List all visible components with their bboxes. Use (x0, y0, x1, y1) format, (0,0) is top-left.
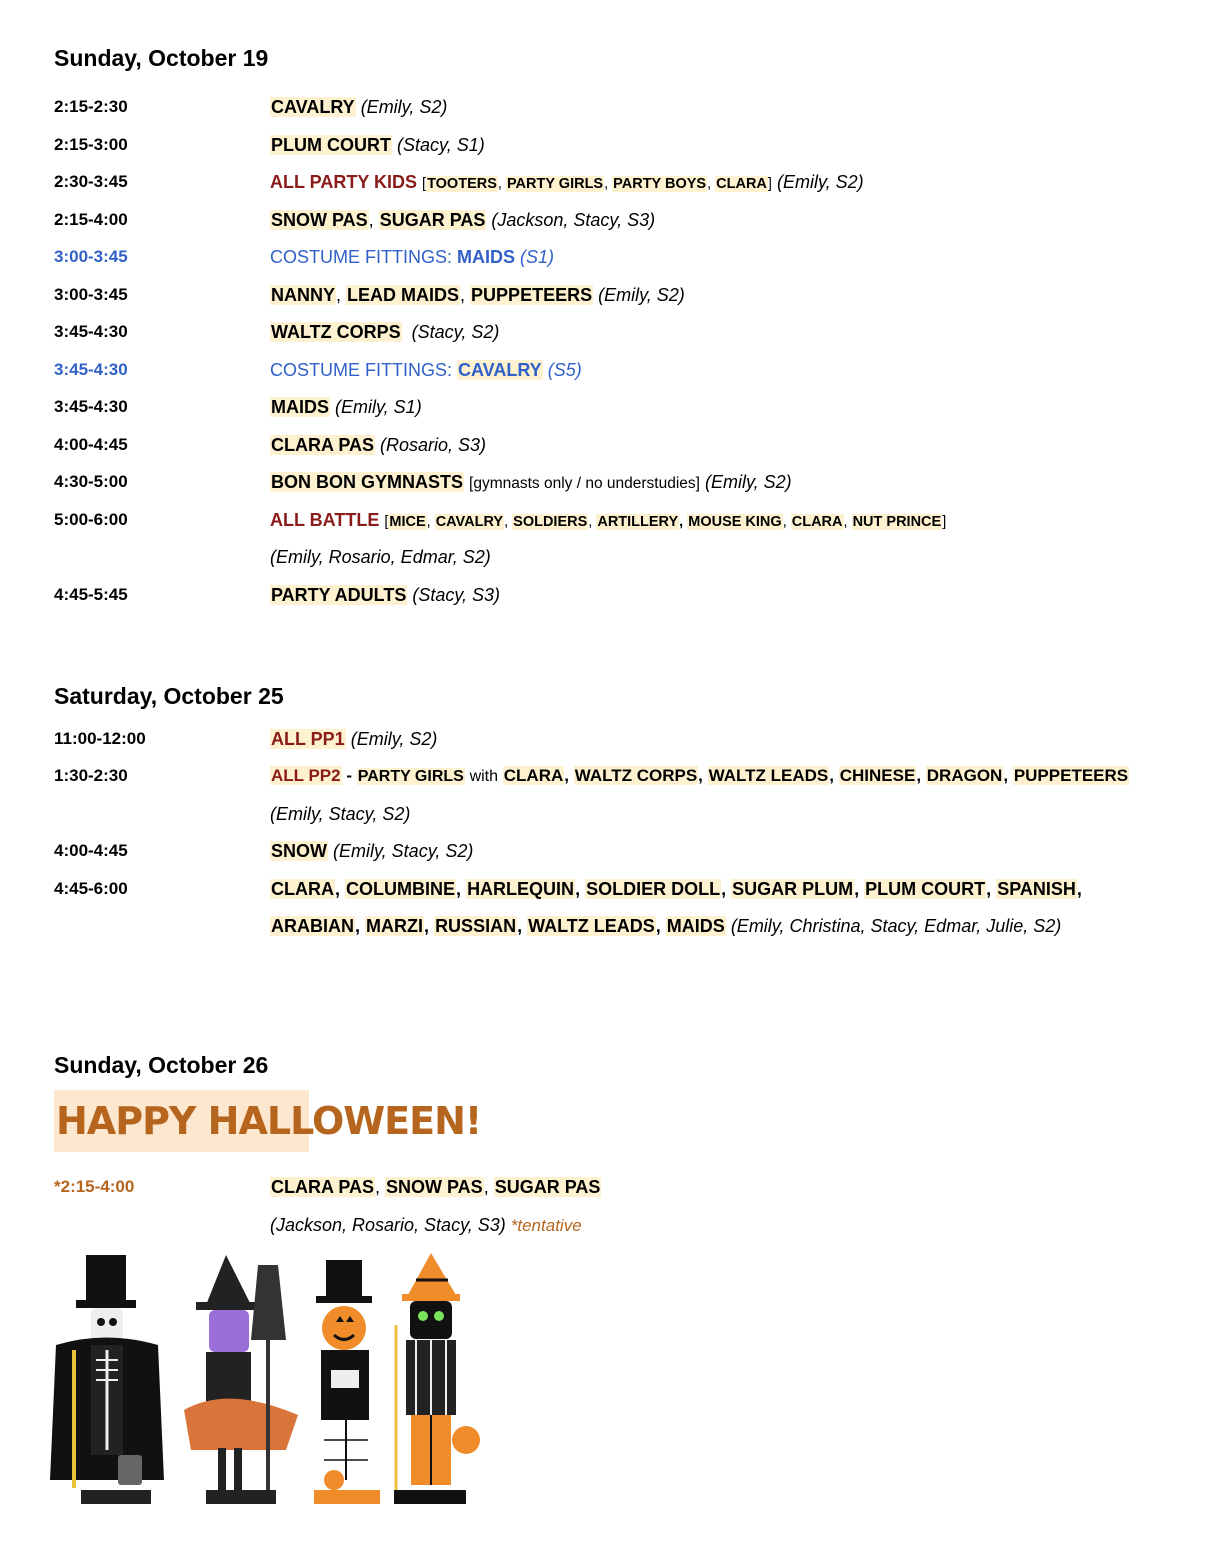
schedule-row (0, 506, 1210, 534)
fitting-label: COSTUME FITTINGS: (270, 360, 452, 380)
halloween-banner: HAPPY HALLOWEEN! (54, 1090, 309, 1152)
group-tag: SUGAR PAS (494, 1177, 601, 1197)
time-slot: 5:00-6:00 (54, 510, 128, 529)
pumpkin-nutcracker-figure (314, 1260, 380, 1504)
group-tag: SOLDIER DOLL (586, 879, 721, 899)
rehearsal-description (270, 318, 499, 346)
group-tag: PARTY GIRLS (506, 176, 604, 192)
section-title: ALL PP2 (271, 766, 341, 785)
group-tag: PARTY BOYS (613, 176, 707, 192)
schedule-row (0, 243, 1210, 271)
rehearsal-description (270, 356, 582, 384)
staff-note: (Jackson, Stacy, S3) (491, 210, 656, 230)
time-slot: 3:45-4:30 (54, 322, 128, 341)
schedule-row (0, 206, 1210, 234)
group-tag: LEAD MAIDS (347, 285, 460, 305)
fitting-label: COSTUME FITTINGS: (270, 247, 452, 267)
schedule-row (0, 318, 1210, 346)
rehearsal-description: CLARA PAS, SNOW PAS, SUGAR PAS (271, 1177, 601, 1197)
schedule-row-continued (0, 1211, 1210, 1239)
staff-note: (Emily, Christina, Stacy, Edmar, Julie, S2) (730, 916, 1062, 936)
rehearsal-description (270, 431, 486, 459)
staff-note: (Emily, S2) (598, 285, 685, 305)
group-tag: SOLDIERS (513, 514, 588, 530)
group-tag: CLARA PAS (271, 435, 374, 455)
staff-note: (Stacy, S1) (397, 135, 485, 155)
schedule-row (0, 468, 1210, 496)
cat-nutcracker-figure (394, 1253, 480, 1504)
group-tag: SNOW (271, 841, 327, 861)
time-slot: 2:30-3:45 (54, 172, 128, 191)
group-tag: CHINESE (839, 766, 916, 785)
staff-note: (Emily, Rosario, Edmar, S2) (270, 547, 491, 567)
group-tag: CLARA PAS (271, 1177, 374, 1197)
staff-note: (Stacy, S2) (411, 322, 500, 342)
group-tag: MAIDS (457, 247, 516, 267)
staff-note: (Emily, Stacy, S2) (333, 841, 474, 861)
group-tag: MAIDS (271, 397, 329, 417)
staff-note: (Emily, Stacy, S2) (270, 804, 411, 824)
day-heading: Sunday, October 26 (54, 1052, 269, 1078)
group-tag: SPANISH (997, 879, 1076, 899)
schedule-row (0, 431, 1210, 459)
group-tag: NUT PRINCE (852, 514, 942, 530)
witch-nutcracker-figure (184, 1255, 298, 1504)
rehearsal-description (270, 93, 447, 121)
schedule-row (0, 131, 1210, 159)
group-tag: BON BON GYMNASTS (271, 472, 464, 492)
group-tag: CLARA (716, 176, 767, 192)
group-tag: PLUM COURT (271, 135, 391, 155)
group-tag: CLARA (503, 766, 564, 785)
skeleton-nutcracker-figure (50, 1255, 164, 1504)
time-slot: 3:45-4:30 (54, 360, 128, 379)
rehearsal-description (270, 1211, 582, 1240)
group-tag: CAVALRY (271, 97, 355, 117)
rehearsal-description (270, 581, 500, 609)
staff-note: (Rosario, S3) (380, 435, 487, 455)
staff-note: (Emily, S1) (335, 397, 422, 417)
rehearsal-description: ARABIAN, MARZI, RUSSIAN, WALTZ LEADS, MAIDS (Emily, Christina, Stacy, Edmar, Julie, S2) (271, 916, 1062, 936)
section-title: ALL PARTY KIDS (270, 172, 418, 192)
schedule-row-continued (0, 912, 1210, 940)
group-tag: MOUSE KING (688, 514, 782, 530)
schedule-row (0, 875, 1210, 903)
time-slot: 3:45-4:30 (54, 397, 128, 416)
rehearsal-description (270, 393, 422, 421)
rehearsal-description (270, 468, 792, 498)
staff-note: (Emily, S2) (704, 472, 792, 492)
time-slot: 2:15-2:30 (54, 97, 128, 116)
group-tag: PLUM COURT (865, 879, 986, 899)
group-note: [gymnasts only / no understudies] (469, 475, 700, 492)
schedule-row (0, 581, 1210, 609)
schedule-row-continued (0, 800, 1210, 828)
schedule-row (0, 93, 1210, 121)
time-slot: 3:00-3:45 (54, 285, 128, 304)
section-title: ALL PP1 (271, 729, 345, 749)
group-tag: ARTILLERY (597, 514, 679, 530)
group-tag: MARZI (366, 916, 424, 936)
schedule-row (0, 837, 1210, 865)
staff-note: (Emily, S2) (360, 97, 448, 117)
group-tag: SNOW PAS (271, 210, 368, 230)
group-tag: CLARA (791, 514, 843, 530)
time-slot: 2:15-4:00 (54, 210, 128, 229)
group-tag: NANNY (271, 285, 336, 305)
group-tag: PUPPETEERS (1013, 766, 1129, 785)
time-slot: 4:45-6:00 (54, 879, 128, 898)
group-tag: ARABIAN (271, 916, 354, 936)
rehearsal-description: NANNY, LEAD MAIDS, PUPPETEERS (Emily, S2) (271, 285, 685, 305)
day-heading: Sunday, October 19 (54, 45, 269, 71)
schedule-row (0, 393, 1210, 421)
group-tag: SUGAR PAS (379, 210, 486, 230)
rehearsal-description: ALL PP2 - PARTY GIRLS with CLARA, WALTZ CORPS, WALTZ LEADS, CHINESE, DRAGON, PUPPETEERS (271, 766, 1129, 785)
staff-note: (Jackson, Rosario, Stacy, S3) (270, 1215, 506, 1235)
with-word: with (469, 768, 499, 785)
group-tag: PUPPETEERS (471, 285, 593, 305)
group-tag: WALTZ CORPS (574, 766, 698, 785)
group-tag: PARTY GIRLS (357, 768, 464, 785)
rehearsal-description (270, 131, 485, 159)
time-slot: 4:00-4:45 (54, 435, 128, 454)
staff-note: (Emily, S2) (776, 172, 864, 192)
rehearsal-description (270, 243, 554, 271)
time-slot: *2:15-4:00 (54, 1177, 135, 1196)
rehearsal-description (270, 725, 437, 753)
day-heading: Saturday, October 25 (54, 683, 284, 709)
group-tag: WALTZ CORPS (271, 322, 401, 342)
group-tag: CAVALRY (435, 514, 504, 530)
schedule-row (0, 168, 1210, 196)
group-tag: COLUMBINE (346, 879, 456, 899)
time-slot: 2:15-3:00 (54, 135, 128, 154)
rehearsal-description: ALL PARTY KIDS [TOOTERS, PARTY GIRLS, PARTY BOYS, CLARA] (Emily, S2) (270, 172, 864, 192)
staff-note: (Emily, S2) (350, 729, 438, 749)
section-title: ALL BATTLE (270, 510, 380, 530)
group-tag: HARLEQUIN (467, 879, 575, 899)
time-slot: 4:45-5:45 (54, 585, 128, 604)
dash: - (346, 766, 352, 785)
time-slot: 1:30-2:30 (54, 766, 128, 785)
group-tag: CLARA (271, 879, 334, 899)
schedule-row (0, 281, 1210, 309)
staff-note: (S1) (520, 247, 555, 267)
rehearsal-description (270, 837, 473, 865)
time-slot: 4:00-4:45 (54, 841, 128, 860)
group-tag: RUSSIAN (435, 916, 517, 936)
time-slot: 11:00-12:00 (54, 729, 146, 748)
schedule-row-continued (0, 543, 1210, 571)
time-slot: 3:00-3:45 (54, 247, 128, 266)
schedule-row (0, 725, 1210, 753)
group-tag: CAVALRY (458, 360, 542, 380)
tentative-note: *tentative (510, 1216, 582, 1235)
rehearsal-description: SNOW PAS, SUGAR PAS (Jackson, Stacy, S3) (271, 210, 656, 230)
group-tag: MICE (389, 514, 426, 530)
rehearsal-description: CLARA, COLUMBINE, HARLEQUIN, SOLDIER DOLL, SUGAR PLUM, PLUM COURT, SPANISH, (271, 879, 1082, 899)
group-tag: PARTY ADULTS (271, 585, 407, 605)
schedule-row (0, 762, 1210, 790)
staff-note: (Stacy, S3) (412, 585, 501, 605)
group-tag: WALTZ LEADS (528, 916, 655, 936)
group-tag: SNOW PAS (386, 1177, 483, 1197)
group-tag: MAIDS (666, 916, 725, 936)
rehearsal-description: ALL BATTLE [MICE, CAVALRY, SOLDIERS, ARTILLERY, MOUSE KING, CLARA, NUT PRINCE] (270, 510, 947, 530)
group-tag: SUGAR PLUM (732, 879, 854, 899)
schedule-row (0, 1173, 1210, 1201)
group-tag: DRAGON (926, 766, 1003, 785)
halloween-nutcrackers-image (46, 1250, 476, 1515)
group-tag: TOOTERS (427, 176, 497, 192)
time-slot: 4:30-5:00 (54, 472, 128, 491)
group-tag: WALTZ LEADS (708, 766, 829, 785)
schedule-row (0, 356, 1210, 384)
staff-note: (S5) (547, 360, 582, 380)
